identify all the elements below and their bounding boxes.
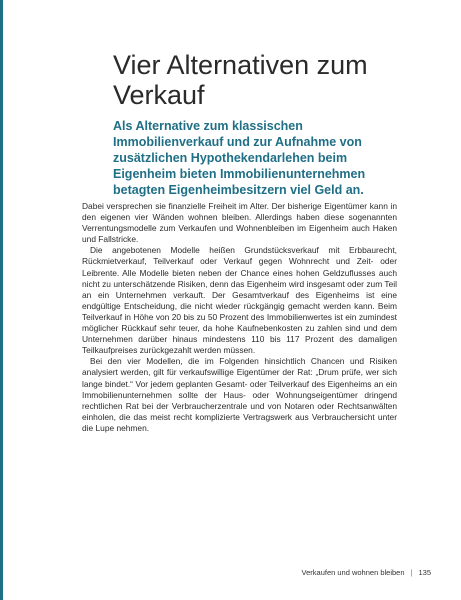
page-number: 135: [418, 568, 431, 577]
page-footer: [302, 568, 431, 577]
footer-section-title: Verkaufen und wohnen bleiben: [301, 568, 405, 577]
body-text: [82, 201, 397, 434]
body-paragraph: Die angebotenen Modelle heißen Grundstücksverkauf mit Erbbaurecht, Rückmietverkauf, Teilverkauf oder Verkauf gegen Wohnrecht und Zeit- oder Leibrente. Alle Modelle bieten neben der Chance eines hohen Geldzuflusses auch nicht zu unterschätzende Risiken, denn das Eigenheim wird insgesamt oder zum Teil an ein Unternehmen verkauft. Der Gesamtverkauf des Eigenheims ist eine endgültige Entscheidung, die nicht wieder rückgängig gemacht werden kann. Beim Teilverkauf in Höhe von 20 bis zu 50 Prozent des Immobilienwertes ist ein zumindest möglicher Rückkauf sehr teuer, da hohe Kaufnebenkosten zu zahlen sind und dem Unternehmen darüber hinaus mindestens 110 bis 117 Prozent des damaligen Teilkaufpreises zurückgezahlt werden müssen.: [82, 245, 397, 356]
page-title: Vier Alternativen zum Verkauf: [113, 50, 368, 110]
body-paragraph: Bei den vier Modellen, die im Folgenden hinsichtlich Chancen und Risiken analysiert werden, gilt für verkaufswillige Eigentümer der Rat: „Drum prüfe, wer sich lange bindet.“ Vor jedem geplanten Gesamt- oder Teilverkauf des Eigenheims an ein Immobilienunternehmen sollte der Haus- oder Wohnungseigentümer dringend rechtlichen Rat bei der Verbraucherzentrale und von Notaren oder Rechtsanwälten einholen, die das meist recht komplizierte Vertragswerk aus Verbrauchersicht unter die Lupe nehmen.: [82, 356, 397, 433]
body-paragraph: Dabei versprechen sie finanzielle Freiheit im Alter. Der bisherige Eigentümer kann in den eigenen vier Wänden wohnen bleiben. Allerdings haben diese sogenannten Verrentungsmodelle zum Verkaufen und Wohnenbleiben im Eigenheim auch Haken und Fallstricke.: [82, 201, 397, 245]
lead-paragraph: Als Alternative zum klassischen Immobilienverkauf und zur Aufnahme von zusätzlichen Hypothekendarlehen beim Eigenheim bieten Immobilienunternehmen betagten Eigenheimbesitzern viel Geld an.: [113, 119, 366, 197]
footer-separator: |: [410, 568, 413, 577]
page-edge-bar: [0, 0, 3, 600]
